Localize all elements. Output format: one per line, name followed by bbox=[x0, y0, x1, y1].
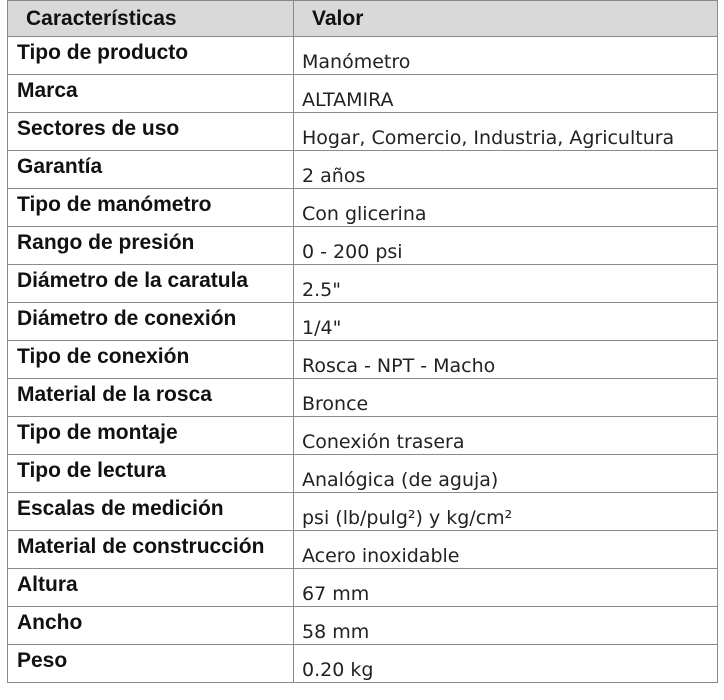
table-row bbox=[8, 265, 718, 303]
table-row bbox=[8, 569, 718, 607]
table-row bbox=[8, 607, 718, 645]
table-row bbox=[8, 151, 718, 189]
row-label: Tipo de lectura bbox=[8, 455, 294, 493]
table-row bbox=[8, 645, 718, 683]
row-label: Escalas de medición bbox=[8, 493, 294, 531]
row-value: 2 años bbox=[294, 151, 718, 189]
row-value: Hogar, Comercio, Industria, Agricultura bbox=[294, 113, 718, 151]
row-value: Analógica (de aguja) bbox=[294, 455, 718, 493]
spec-sheet bbox=[7, 0, 717, 683]
row-value: 0.20 kg bbox=[294, 645, 718, 683]
row-value: 2.5" bbox=[294, 265, 718, 303]
table-header-row bbox=[8, 1, 718, 37]
table-row bbox=[8, 227, 718, 265]
row-value: Manómetro bbox=[294, 37, 718, 75]
row-value: psi (lb/pulg²) y kg/cm² bbox=[294, 493, 718, 531]
row-label: Diámetro de la caratula bbox=[8, 265, 294, 303]
table-row bbox=[8, 531, 718, 569]
row-label: Peso bbox=[8, 645, 294, 683]
row-value: 0 - 200 psi bbox=[294, 227, 718, 265]
table-row bbox=[8, 37, 718, 75]
row-value: Bronce bbox=[294, 379, 718, 417]
table-row bbox=[8, 493, 718, 531]
row-value: 67 mm bbox=[294, 569, 718, 607]
row-label: Altura bbox=[8, 569, 294, 607]
table-row bbox=[8, 417, 718, 455]
row-label: Garantía bbox=[8, 151, 294, 189]
row-value: ALTAMIRA bbox=[294, 75, 718, 113]
row-label: Ancho bbox=[8, 607, 294, 645]
row-value: 58 mm bbox=[294, 607, 718, 645]
row-label: Material de construcción bbox=[8, 531, 294, 569]
specifications-table bbox=[7, 0, 718, 683]
row-value: 1/4" bbox=[294, 303, 718, 341]
row-label: Rango de presión bbox=[8, 227, 294, 265]
header-characteristics: Características bbox=[8, 1, 294, 37]
table-row bbox=[8, 113, 718, 151]
row-value: Con glicerina bbox=[294, 189, 718, 227]
row-value: Rosca - NPT - Macho bbox=[294, 341, 718, 379]
row-label: Tipo de montaje bbox=[8, 417, 294, 455]
table-row bbox=[8, 455, 718, 493]
row-value: Conexión trasera bbox=[294, 417, 718, 455]
table-row bbox=[8, 341, 718, 379]
table-row bbox=[8, 189, 718, 227]
row-label: Sectores de uso bbox=[8, 113, 294, 151]
header-value: Valor bbox=[294, 1, 718, 37]
row-label: Material de la rosca bbox=[8, 379, 294, 417]
table-row bbox=[8, 303, 718, 341]
row-label: Tipo de producto bbox=[8, 37, 294, 75]
row-value: Acero inoxidable bbox=[294, 531, 718, 569]
row-label: Tipo de conexión bbox=[8, 341, 294, 379]
row-label: Tipo de manómetro bbox=[8, 189, 294, 227]
row-label: Diámetro de conexión bbox=[8, 303, 294, 341]
table-row bbox=[8, 379, 718, 417]
table-row bbox=[8, 75, 718, 113]
row-label: Marca bbox=[8, 75, 294, 113]
